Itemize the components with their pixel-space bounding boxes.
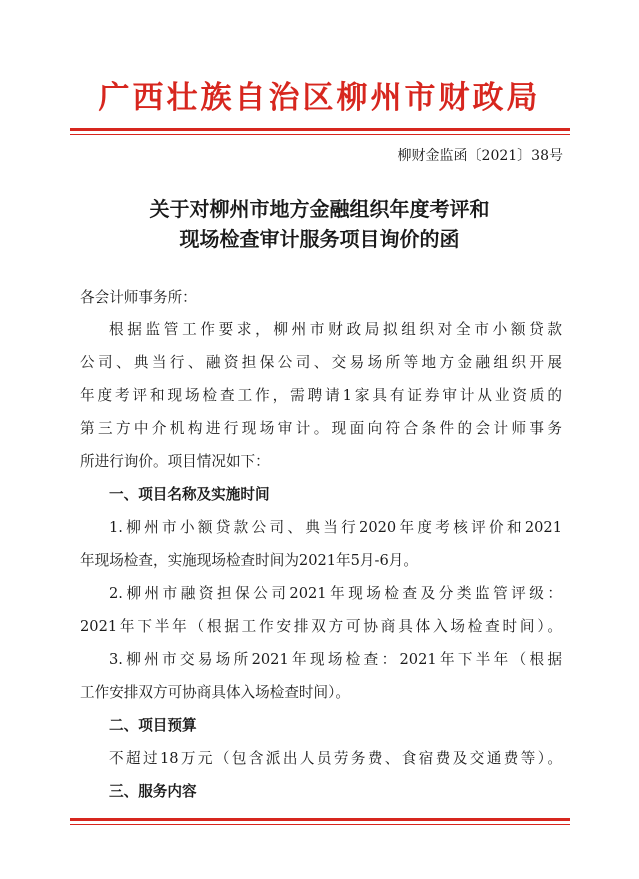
document-title [0,194,639,254]
issuing-authority-name: 广西壮族自治区柳州市财政局 [98,80,541,116]
header-red-rule-thin [70,134,570,135]
salutation: 各会计师事务所： [80,289,197,306]
footer-red-rule [70,818,570,821]
paragraph-line: 所进行询价。项目情况如下： [80,453,270,470]
document-title-line: 现场检查审计服务项目询价的函 [179,227,460,251]
section-heading: 三、服务内容 [109,783,197,800]
paragraph-line: 工作安排双方可协商具体入场检查时间）。 [80,684,350,701]
paragraph-line: 根据监管工作要求，柳州市财政局拟组织对全市小额贷款 [109,321,562,338]
paragraph-line: 年现场检查，实施现场检查时间为2021年5月-6月。 [80,552,418,569]
paragraph-line: 2.柳州市融资担保公司2021年现场检查及分类监管评级： [109,585,562,602]
footer-red-rule-thin [70,824,570,825]
header-red-rule [70,128,570,131]
document-title-line: 关于对柳州市地方金融组织年度考评和 [149,197,490,221]
paragraph-line: 1.柳州市小额贷款公司、典当行2020年度考核评价和2021 [109,519,562,536]
section-heading: 二、项目预算 [109,717,197,734]
paragraph-line: 第三方中介机构进行现场审计。现面向符合条件的会计师事务 [80,420,562,437]
paragraph-line: 公司、典当行、融资担保公司、交易场所等地方金融组织开展 [80,354,562,371]
paragraph-line: 2021年下半年（根据工作安排双方可协商具体入场检查时间）。 [80,618,562,635]
document-number: 柳财金监函〔2021〕38号 [397,148,563,164]
paragraph-line: 3.柳州市交易场所2021年现场检查：2021年下半年（根据 [109,651,562,668]
paragraph-line: 不超过18万元（包含派出人员劳务费、食宿费及交通费等）。 [109,750,562,767]
section-heading: 一、项目名称及实施时间 [109,486,270,503]
paragraph-line: 年度考评和现场检查工作，需聘请1家具有证券审计从业资质的 [80,387,562,404]
